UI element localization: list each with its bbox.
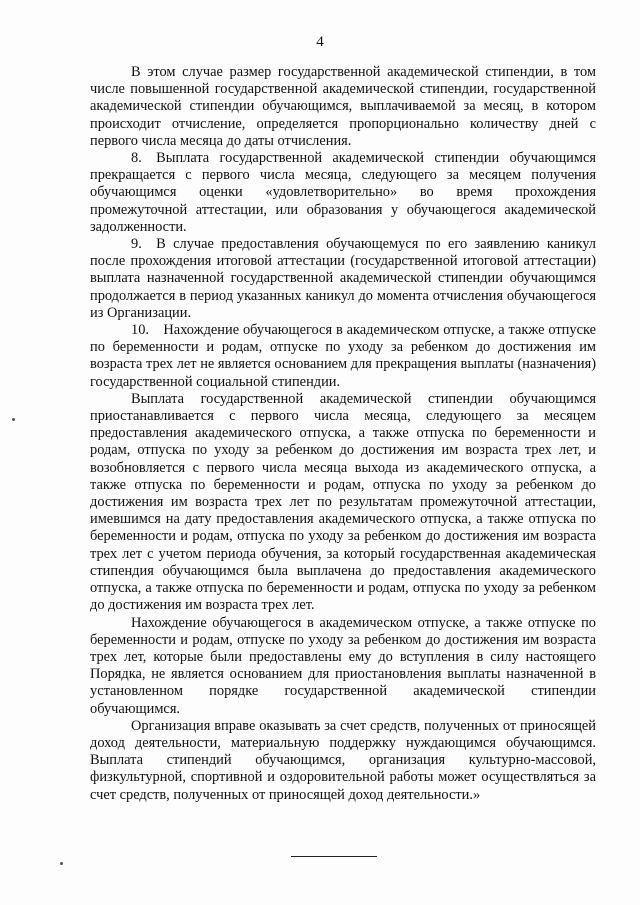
paragraph-prior-leave: Нахождение обучающегося в академическом отпуске, а также отпуске по беременности и родам, отпуске по уходу за ребенком до достижения им возраста трех лет, которые были предоставлены ему до вступления в силу настоящего Порядка, не является основанием для приостановления выплаты назначенной в установленном порядке государственной академической стипендии обучающимся.: [90, 614, 596, 717]
paragraph-item-9: 9. В случае предоставления обучающемуся по его заявлению каникул после прохождения итоговой аттестации (государственной итоговой аттестации) выплата назначенной государственной академической стипендии обучающимся продолжается в период указанных каникул до момента отчисления обучающегося из Организации.: [90, 236, 596, 321]
document-body: [90, 64, 596, 804]
closing-separator-line: [291, 856, 377, 857]
scan-margin-dot: [60, 862, 63, 865]
paragraph-item-10: 10. Нахождение обучающегося в академическом отпуске, а также отпуске по беременности и родам, отпуске по уходу за ребенком до достижения им возраста трех лет не является основанием для прекращения выплаты (назначения) государственной социальной стипендии.: [90, 322, 596, 390]
paragraph-material-support: Организация вправе оказывать за счет средств, полученных от приносящей доход деятельности, материальную поддержку нуждающимся обучающимся. Выплата стипендий обучающимся, организация культурно-массовой, физкультурной, спортивной и оздоровительной работы может осуществляться за счет средств, полученных от приносящей доход деятельности.»: [90, 717, 596, 803]
page-number: 4: [316, 34, 324, 50]
paragraph-item-8: 8. Выплата государственной академической стипендии обучающимся прекращается с первого числа месяца, следующего за месяцем получения обучающимся оценки «удовлетворительно» во время прохождения промежуточной аттестации, или образования у обучающегося академической задолженности.: [90, 150, 596, 235]
paragraph-stipend-amount: В этом случае размер государственной академической стипендии, в том числе повышенной государственной академической стипендии, государственной академической стипендии обучающимся, выплачиваемой за месяц, в котором происходит отчисление, определяется пропорционально количеству дней с первого числа месяца до даты отчисления.: [90, 64, 596, 149]
scan-margin-dot: [12, 418, 15, 421]
paragraph-suspension: Выплата государственной академической стипендии обучающимся приостанавливается с первого числа месяца, следующего за месяцем предоставления академического отпуска, а также отпуска по беременности и родам, отпуска по уходу за ребенком до достижения им возраста трех лет, и возобновляется с первого числа месяца выхода из академического отпуска, а также отпуска по беременности и родам, отпуска по уходу за ребенком до достижения им возраста трех лет по результатам промежуточной аттестации, имевшимся на дату предоставления академического отпуска, а также отпуска по беременности и родам, отпуска по уходу за ребенком до достижения им возраста трех лет с учетом периода обучения, за который государственная академическая стипендия обучающимся была выплачена до предоставления академического отпуска, а также отпуска по беременности и родам, отпуска по уходу за ребенком до достижения им возраста трех лет.: [90, 390, 596, 614]
